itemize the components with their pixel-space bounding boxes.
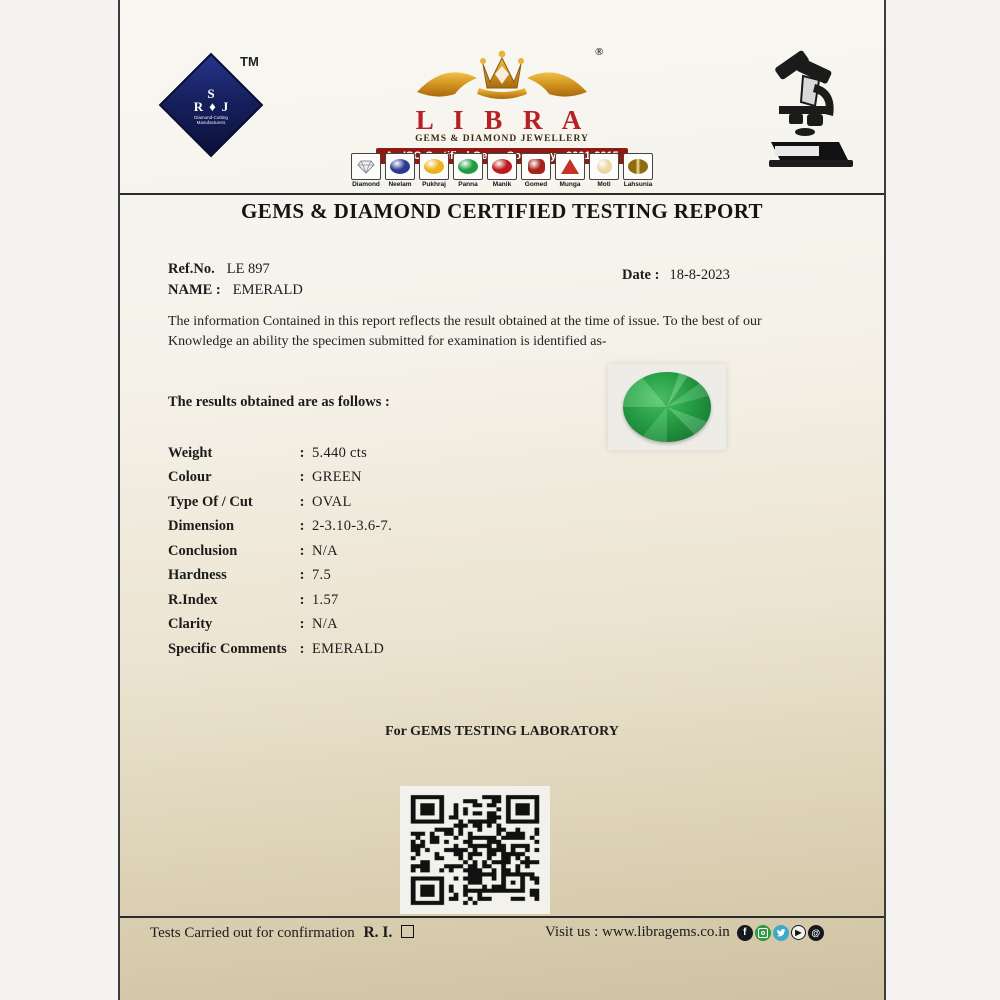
lahsunia-icon xyxy=(623,153,653,180)
header-divider xyxy=(120,193,884,195)
gomed-icon xyxy=(521,153,551,180)
facebook-icon: f xyxy=(737,925,753,941)
gem-item-diamond: Diamond xyxy=(351,153,381,188)
panna-icon xyxy=(453,153,483,180)
reference-block xyxy=(168,260,303,299)
ri-checkbox xyxy=(401,925,414,938)
diamond-gem-icon: ♦ xyxy=(209,98,216,114)
visit-url-text: Visit us : www.libragems.co.in xyxy=(545,924,730,940)
name-label: NAME : xyxy=(168,282,221,298)
rsj-caption-line2: Manufacturers xyxy=(196,119,226,125)
play-icon: ▶ xyxy=(791,925,806,940)
footer-confirmation xyxy=(150,924,414,942)
result-row-cut: Type Of / Cut : OVAL xyxy=(168,493,352,510)
date-label: Date : xyxy=(622,267,660,283)
result-row-clarity: Clarity : N/A xyxy=(168,616,338,633)
specimen-photo xyxy=(608,364,726,450)
rsj-letter-j: J xyxy=(221,98,229,114)
libra-name: L I B R A xyxy=(415,105,589,135)
moti-icon xyxy=(589,153,619,180)
emerald-stone-image xyxy=(623,372,711,442)
results-heading: The results obtained are as follows : xyxy=(168,394,390,410)
result-row-comments: Specific Comments : EMERALD xyxy=(168,640,385,657)
name-value: EMERALD xyxy=(232,282,303,298)
gem-strip xyxy=(120,153,884,188)
result-row-conclusion: Conclusion : N/A xyxy=(168,542,338,559)
footer-divider xyxy=(120,916,884,918)
instagram-icon xyxy=(755,925,771,941)
libra-logo xyxy=(352,44,652,164)
gem-item-neelam: Neelam xyxy=(385,153,415,188)
rsj-letter-r: R xyxy=(193,98,204,114)
result-row-colour: Colour : GREEN xyxy=(168,469,362,486)
intro-paragraph: The information Contained in this report reflects the result obtained at the time of issue. To the best of our Knowledge an ability the specimen submitted for examination is identified as- xyxy=(168,314,762,349)
date-value: 18-8-2023 xyxy=(669,267,730,283)
result-row-dimension: Dimension : 2-3.10-3.6-7. xyxy=(168,518,393,535)
diamond-icon xyxy=(351,153,381,180)
libra-crown-icon xyxy=(407,44,597,102)
footer-confirmation-text: Tests Carried out for confirmation xyxy=(150,925,355,941)
registered-mark: ® xyxy=(595,46,604,58)
ref-value: LE 897 xyxy=(226,261,270,277)
rsj-caption-line1: Diamond-Cutting xyxy=(194,114,228,120)
gem-item-manik: Manik xyxy=(487,153,517,188)
certificate-page xyxy=(118,0,886,1000)
date-block xyxy=(622,266,730,284)
ri-label: R. I. xyxy=(363,924,393,941)
gem-item-munga: Munga xyxy=(555,153,585,188)
result-row-hardness: Hardness : 7.5 xyxy=(168,567,332,584)
manik-icon xyxy=(487,153,517,180)
gem-item-pukhraj: Pukhraj xyxy=(419,153,449,188)
twitter-icon xyxy=(773,925,789,941)
rsj-letter-s: S xyxy=(207,85,215,101)
email-icon: @ xyxy=(808,925,824,941)
social-icons xyxy=(737,925,824,941)
result-row-rindex: R.Index : 1.57 xyxy=(168,591,339,608)
munga-icon xyxy=(555,153,585,180)
result-row-weight: Weight : 5.440 cts xyxy=(168,444,368,461)
qr-code xyxy=(400,786,550,914)
rsj-trademark: TM xyxy=(240,54,259,69)
pukhraj-icon xyxy=(419,153,449,180)
libra-subtitle: GEMS & DIAMOND JEWELLERY xyxy=(415,134,589,144)
results-table xyxy=(168,441,588,662)
gem-item-panna: Panna xyxy=(453,153,483,188)
report-title: GEMS & DIAMOND CERTIFIED TESTING REPORT xyxy=(241,199,763,223)
neelam-icon xyxy=(385,153,415,180)
gem-item-lahsunia: Lahsunia xyxy=(623,153,653,188)
gem-item-gomed: Gomed xyxy=(521,153,551,188)
ref-label: Ref.No. xyxy=(168,261,215,277)
gem-item-moti: Moti xyxy=(589,153,619,188)
laboratory-signature-line: For GEMS TESTING LABORATORY xyxy=(385,724,619,739)
footer-visit xyxy=(545,924,824,941)
